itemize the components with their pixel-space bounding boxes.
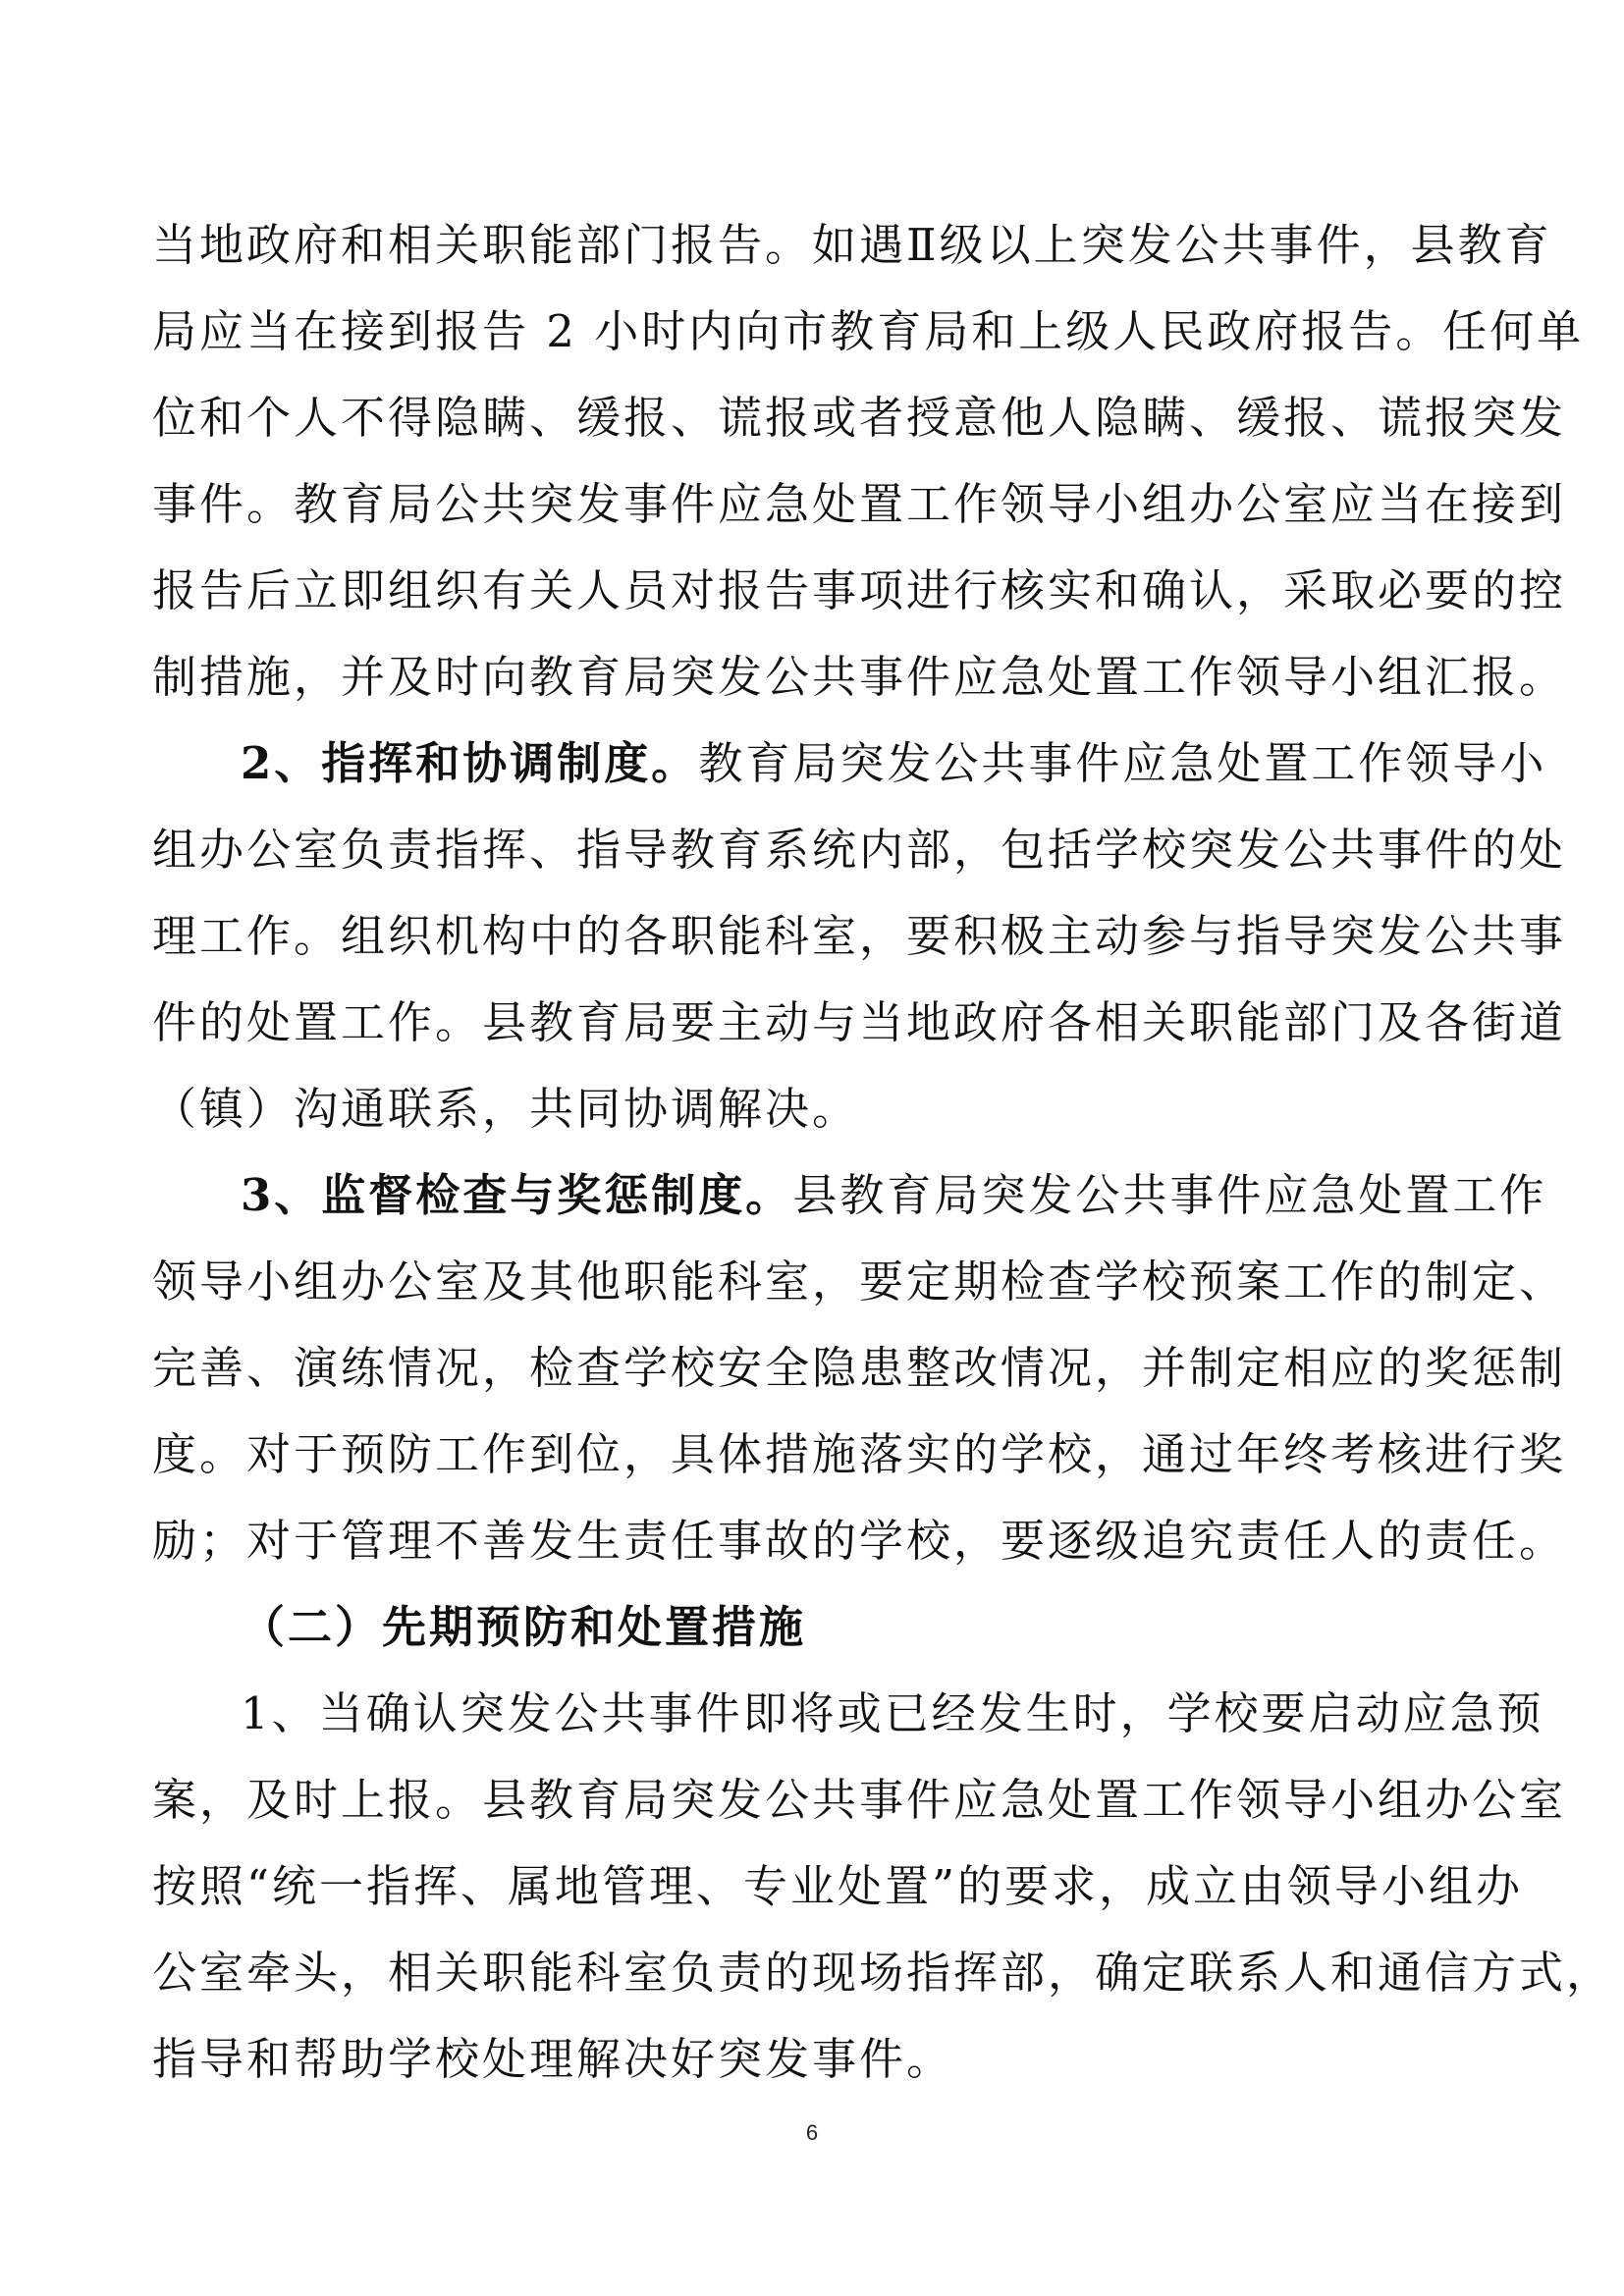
paragraph-text: 县教育局突发公共事件应急处置工作 (792, 1169, 1547, 1221)
paragraph-line: 组办公室负责指挥、指导教育系统内部，包括学校突发公共事件的处 (152, 824, 1567, 876)
paragraph-line: 公室牵头，相关职能科室负责的现场指挥部，确定联系人和通信方式， (152, 1947, 1614, 1999)
paragraph-line: 按照“统一指挥、属地管理、专业处置”的要求，成立由领导小组办 (152, 1860, 1524, 1912)
paragraph-line: 励；对于管理不善发生责任事故的学校，要逐级追究责任人的责任。 (152, 1515, 1567, 1567)
paragraph-text: 教育局突发公共事件应急处置工作领导小 (698, 737, 1547, 789)
section-heading: （二）先期预防和处置措施 (241, 1601, 807, 1653)
paragraph-lead-heading: 3、监督检查与奖惩制度。 (241, 1169, 793, 1221)
page-number: 6 (805, 2120, 819, 2145)
paragraph-line: （镇）沟通联系，共同协调解决。 (152, 1083, 860, 1135)
paragraph-first-line (152, 720, 1547, 808)
paragraph-line: 报告后立即组织有关人员对报告事项进行核实和确认，采取必要的控 (152, 564, 1567, 616)
paragraph-line: 领导小组办公室及其他职能科室，要定期检查学校预案工作的制定、 (152, 1255, 1567, 1308)
paragraph-line: 案，及时上报。县教育局突发公共事件应急处置工作领导小组办公室 (152, 1774, 1567, 1826)
paragraph-first-line: 1、当确认突发公共事件即将或已经发生时，学校要启动应急预 (241, 1687, 1544, 1739)
paragraph-line: 指导和帮助学校处理解决好突发事件。 (152, 2033, 954, 2085)
paragraph-first-line (152, 1151, 1547, 1240)
paragraph-line: 局应当在接到报告 2 小时内向市教育局和上级人民政府报告。任何单 (152, 305, 1585, 357)
paragraph-line: 位和个人不得隐瞒、缓报、谎报或者授意他人隐瞒、缓报、谎报突发 (152, 392, 1567, 444)
paragraph-line: 当地政府和相关职能部门报告。如遇Ⅱ级以上突发公共事件，县教育 (152, 219, 1552, 271)
paragraph-line: 理工作。组织机构中的各职能科室，要积极主动参与指导突发公共事 (152, 910, 1567, 962)
paragraph-line: 完善、演练情况，检查学校安全隐患整改情况，并制定相应的奖惩制 (152, 1342, 1567, 1394)
paragraph-lead-heading: 2、指挥和协调制度。 (241, 737, 699, 789)
paragraph-line: 制措施，并及时向教育局突发公共事件应急处置工作领导小组汇报。 (152, 651, 1567, 703)
paragraph-line: 件的处置工作。县教育局要主动与当地政府各相关职能部门及各街道 (152, 996, 1567, 1048)
paragraph-line: 度。对于预防工作到位，具体措施落实的学校，通过年终考核进行奖 (152, 1428, 1567, 1480)
paragraph-line: 事件。教育局公共突发事件应急处置工作领导小组办公室应当在接到 (152, 478, 1567, 530)
